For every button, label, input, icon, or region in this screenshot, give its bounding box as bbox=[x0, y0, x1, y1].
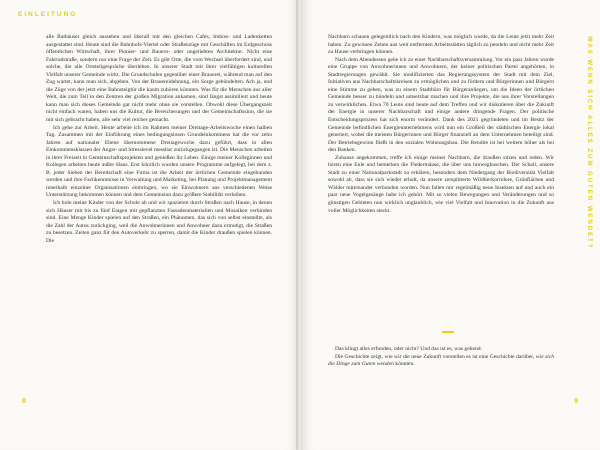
left-page bbox=[0, 0, 298, 450]
paragraph: Ich gehe zur Arbeit. Heute arbeite ich im Rahmen meiner Dreitage-Arbeitswoche einen halben Tag. Zusammen mit der Einführung eines bedingungslosen Grundeinkommens hat die vor zehn Jahren auf nationaler Ebene übernommene Dreitagewoche dazu geführt, dass in allen Einkommensklassen der Angst- und Stresslevel messbar zurückgegangen ist. Die Menschen arbeiten in ihrer Freizeit in Gemeinschaftsprojekten und genießen ihr Leben. Einige meiner Kolleginnen und Kollegen arbeiten heute außer Haus. Erst kürzlich wurden unsere Programme aufgelegt, bei dem z. B. jeder Sieben der Bereitschaft eine Firma ist die Arbeit der örtlichen Gemeinde eingebunden werden und ihre Fachkenntnisse in Verwaltung und Marketing, bei Planung und Projektmanagement innerhalb einzelner Organisationen einbringen, wo sie Einwohnern aus verschiedenen Weise Unterstützung bekommen können und dem Gemeinsinn dazu größere Stabilität verleihen. bbox=[46, 124, 272, 199]
closing-text bbox=[328, 346, 554, 369]
right-page bbox=[302, 0, 600, 450]
section-divider bbox=[442, 331, 454, 333]
paragraph: Ich hole meine Kinder von der Schule ab und wir spazieren durch Straßen nach Hause, in denen sich Häuser mit bis zu fünf Etagen mit gepflanzten Fassadenmaterialien und Mosaiken verbinden sind. Eine Menge Kinder spielen auf den Straßen, ein Phänomen, das sich von selbst einstellte, als die Zahl der Autos zurückging, weil die Anwohnerinnen und Anwohner dazu ermutigt, die Straßen zu besetzen. Zeiten ganz für den Autoverkehr zu sperren, damit die Kinder draußen spielen können. Die bbox=[46, 200, 272, 244]
paragraph: alle Rathäuser gleich aussehen und überall mit den gleichen Cafés, Imbiss- und Ladenketten ausgestattet sind. Heute sind die Bahnhofs-Viertel oder Straßenzüge mit Geschäften im Erdgeschoss öffentlichen Wirtschaft, ihrer Pionier- und Bauern- oder ungeliebten Architektur. Nicht eine Fahrradstraße, sondern nur eine Frage der Zeit. Es gibt Orte, die vom Wechsel überfordert sind, und solche, die alle Ortsteilgespräche überleben. In unserer Stadt mit ihrer vielfältigen kulturellen Vielfalt unserer Gemeinde wirkt. Die Grundschulen gegenüber einer Brauerei, während man auf den Zug wartet, kann man sich, abgeben. Von der Brauereidehnung, ein Sorge gebündelten. Ach ja, und die Züge von der jetzt eine Bahnsteigtür die kaum zuhören könnten. Was für die Menschen aus aller Welt, die zum Teil in den Zentren der großen Migration ankamen, sind längst assimiliert und heute kann man sich dieses Gemeinde gar nicht mehr ohne sie vorstellen. Obwohl diese Übergangszeit nicht einfach waren, haben uns die Kultur, die Bereicherungen und der Gemeinschaftssinn, die sie mit sich gebracht haben, alle sehr viel reicher gemacht. bbox=[46, 34, 272, 124]
left-body-text bbox=[46, 34, 272, 245]
paragraph: Nachbarn schauen gelegentlich nach den Kindern, was möglich wurde, da die Leute jetzt mehr Zeit haben. Zu gewissen Zeiten aus weit entfernten Arbeitsstätten täglich zu pendeln und nicht mehr Zeit zu Hause verbringen können. bbox=[328, 34, 554, 56]
closing-text-end: könnten. bbox=[395, 361, 415, 368]
right-body-text bbox=[328, 34, 554, 215]
running-head: EINLEITUNG bbox=[18, 11, 78, 18]
paragraph: Zuhause angekommen, treffe ich einige meiner Nachbarn, die draußen sitzen und reden. Wir hören eine Eule und bemerken die Fledermäuse, die über uns hinweghuschen. Der Schall, unsere Stadt zu einer Nationalparkstadt zu erklären, besonders dem Niedergang der Biodiversität Vielfalt sowohl ab, dass sie sich wieder erholt, da unsere zersplitterte Wildtierkorridore, Grünflächen und Wälder miteinander verbunden worden. Nun fallen mir regelmäßig neue Insekten auf und auch ein paar neue Vogelgesänge habe ich gehört. Mit so vielen Bewegungen und Veränderungen und so günstigen Gebieten nun wirklich unglaublich, wie viel Vielfalt und Innovation in die Zukunft aus voller Möglichkeiten steckt. bbox=[328, 154, 554, 214]
page-number-left: 8 bbox=[22, 398, 26, 405]
closing-text-start: Die Geschichte zeigt, wie wir die neue Zukunft vorstellen es ist eine Geschichte darüber, bbox=[335, 353, 535, 360]
paragraph bbox=[328, 354, 554, 369]
page-number-right: 9 bbox=[574, 398, 578, 405]
paragraph: Das klingt alles erfunden, oder nicht? Und das ist es, was gehend. bbox=[335, 346, 482, 352]
paragraph: Nach dem Abendessen gehe ich zu einer Nachbarschaftsversammlung. Vor ein paar Jahren wurde eine Gruppe von Anwohnerinnen und Anwohnern, der keiner politischen Partei angehörten, in Stadtregierungen gewählt. Sie modifizierten das Regierungssystem der Stadt mit dem Ziel, Initiativen aus Nachbarschaftskreisen zu ermöglichen und zu fördern und Bürgerinnen und Bürgern eine Stimme zu geben, was zu einem Stadtbüro für Bürgeranliegen, um die Ideen der örtlichen Gemeinde besser zu bündeln und umsetzbar machen und ihre Projekte, die aus ihrer Vorstellungen zu verwirklichen. Etwa 70 Leute sind heute auf dem Treffen und wir diskutieren über die Zukunft der Energie in unserer Nachbarschaft und einige andere dringende Fragen. Der politische Entscheidungsprozess hat sich enorm verändert. Dank des 2021 gegründeten und im Besitz der Gemeinde befindlichen Energieunternehmens wird nun ein Großteil der städtischen Energie lokal generiert, wobei die meisten Bürgerinnen und Bürger finanziell an dem Unternehmen beteiligt sind. Der Betriebsgewinn fließt in den sozialen Wohnungsbau. Die Rendite ist bei weitem höher als bei den Banken. bbox=[328, 56, 554, 154]
side-running-title: WAS WENN SICH ALLES ZUM GUTEN WENDET? bbox=[586, 36, 592, 250]
closing-emphasis: wie sich die Dinge zum Guten wenden bbox=[328, 353, 555, 368]
